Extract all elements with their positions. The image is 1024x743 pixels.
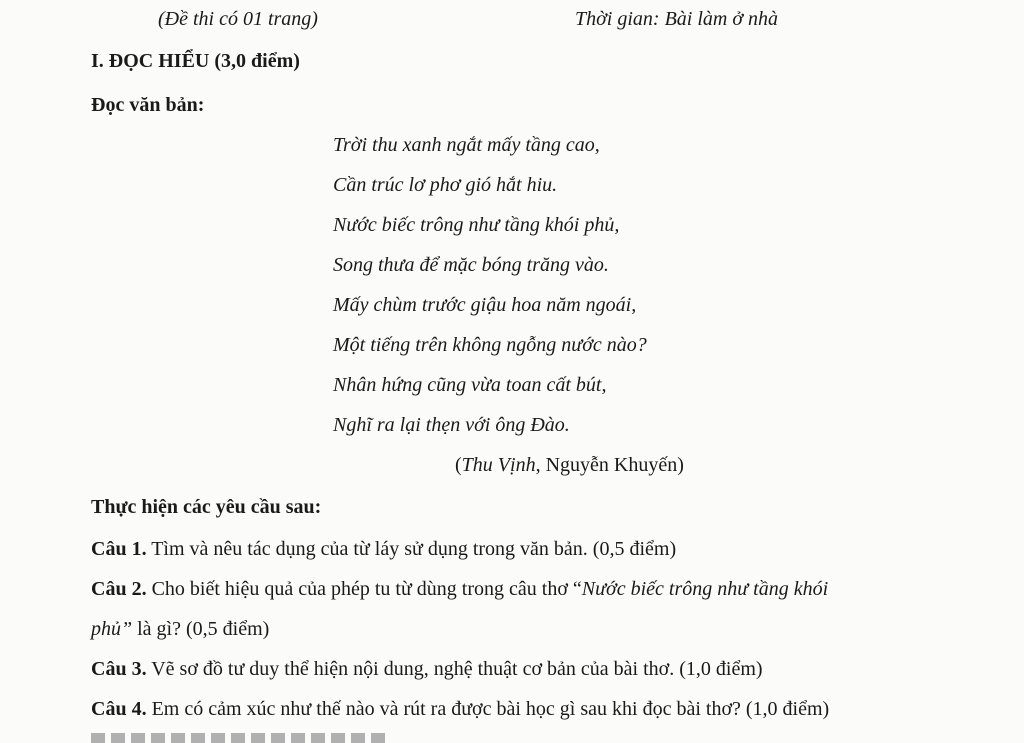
question-text: Vẽ sơ đồ tư duy thể hiện nội dung, nghệ thuật cơ bản của bài thơ. (1,0 điểm) xyxy=(146,658,763,680)
question-text: Tìm và nêu tác dụng của từ láy sử dụng trong văn bản. (0,5 điểm) xyxy=(146,538,677,560)
section-title: I. ĐỌC HIỂU (3,0 điểm) xyxy=(91,50,300,72)
poem-author: , Nguyễn Khuyến) xyxy=(535,454,684,476)
poem-line-3: Nước biếc trông như tầng khói phủ, xyxy=(333,214,620,236)
question-text: Em có cảm xúc như thế nào và rút ra được bài học gì sau khi đọc bài thơ? (1,0 điểm) xyxy=(146,698,830,720)
cut-off-text-line xyxy=(91,733,391,743)
poem-line-6: Một tiếng trên không ngỗng nước nào? xyxy=(333,334,647,356)
question-label: Câu 2. xyxy=(91,578,147,600)
poem-line-1: Trời thu xanh ngắt mấy tầng cao, xyxy=(333,134,600,156)
source-open: ( xyxy=(455,454,462,476)
question-quote: Nước biếc trông như tầng khói xyxy=(581,578,829,600)
question-text: Cho biết hiệu quả của phép tu từ dùng trong câu thơ “ xyxy=(146,578,582,600)
tasks-title: Thực hiện các yêu cầu sau: xyxy=(91,496,322,518)
question-4 xyxy=(91,698,829,721)
poem-source xyxy=(455,454,684,477)
question-1 xyxy=(91,538,676,561)
poem-line-4: Song thưa để mặc bóng trăng vào. xyxy=(333,254,609,276)
question-label: Câu 1. xyxy=(91,538,147,560)
question-2 xyxy=(91,578,828,601)
poem-line-7: Nhân hứng cũng vừa toan cất bút, xyxy=(333,374,607,396)
question-2-cont xyxy=(91,618,269,641)
poem-line-8: Nghĩ ra lại thẹn với ông Đào. xyxy=(333,414,570,436)
poem-line-5: Mấy chùm trước giậu hoa năm ngoái, xyxy=(333,294,637,316)
question-text-end: là gì? (0,5 điểm) xyxy=(132,618,270,640)
question-quote-end: phủ” xyxy=(91,618,133,640)
question-label: Câu 3. xyxy=(91,658,147,680)
time-note: Thời gian: Bài làm ở nhà xyxy=(575,8,779,30)
poem-title: Thu Vịnh xyxy=(461,454,536,476)
read-text-label: Đọc văn bản: xyxy=(91,94,205,116)
poem-line-2: Cần trúc lơ phơ gió hắt hiu. xyxy=(333,174,558,196)
question-label: Câu 4. xyxy=(91,698,147,720)
page-count-note: (Đề thi có 01 trang) xyxy=(158,8,318,30)
question-3 xyxy=(91,658,763,681)
